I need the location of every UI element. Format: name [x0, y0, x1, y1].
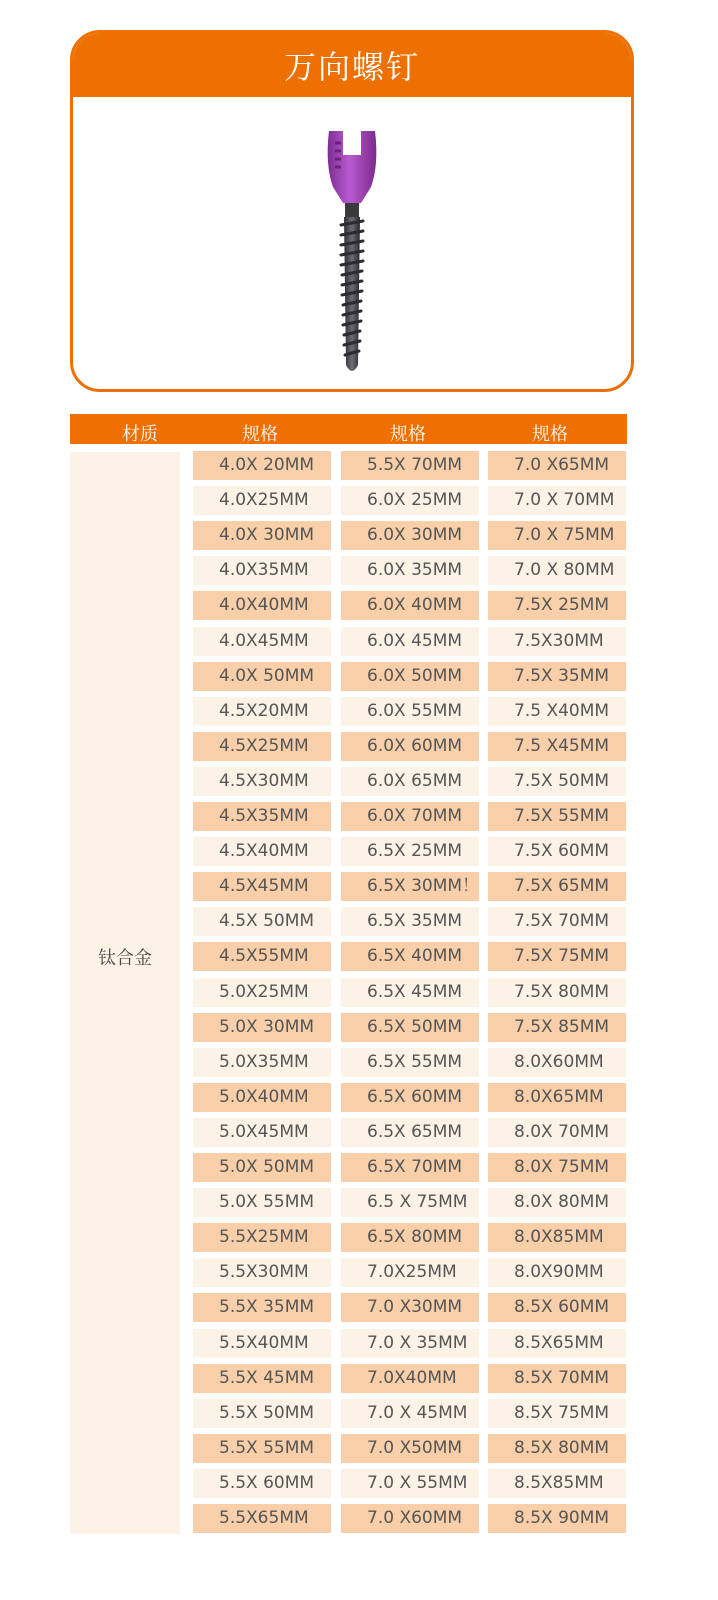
spec-cell: 6.0X 40MM	[341, 591, 479, 620]
spec-cell: 4.5X35MM	[193, 802, 331, 831]
table-header	[70, 414, 627, 444]
spec-cell: 8.5X65MM	[488, 1329, 626, 1358]
spec-cell: 7.0 X65MM	[488, 451, 626, 480]
spec-cell: 6.5X 40MM	[341, 942, 479, 971]
spec-cell: 6.5X 55MM	[341, 1048, 479, 1077]
spec-cell: 5.0X25MM	[193, 978, 331, 1007]
spec-cell: 6.0X 50MM	[341, 662, 479, 691]
spec-cell: 7.5X30MM	[488, 627, 626, 656]
spec-cell: 7.5X 55MM	[488, 802, 626, 831]
spec-cell: 8.0X 70MM	[488, 1118, 626, 1147]
spec-cell: 8.0X 75MM	[488, 1153, 626, 1182]
spec-cell: 6.0X 45MM	[341, 627, 479, 656]
spec-cell: 4.5X25MM	[193, 732, 331, 761]
material-column	[70, 452, 180, 1534]
spec-cell: 4.0X40MM	[193, 591, 331, 620]
spec-cell: 5.5X30MM	[193, 1258, 331, 1287]
spec-cell: 4.5X45MM	[193, 872, 331, 901]
spec-cell: 4.0X 50MM	[193, 662, 331, 691]
spec-cell: 5.5X65MM	[193, 1504, 331, 1533]
spec-cell: 6.5X 50MM	[341, 1013, 479, 1042]
spec-cell: 6.5X 35MM	[341, 907, 479, 936]
spec-cell: 6.5X 80MM	[341, 1223, 479, 1252]
spec-cell: 5.0X40MM	[193, 1083, 331, 1112]
spec-cell: 6.0X 30MM	[341, 521, 479, 550]
spec-cell: 4.5X30MM	[193, 767, 331, 796]
spec-cell: 7.0 X 75MM	[488, 521, 626, 550]
spec-cell: 7.0 X 45MM	[341, 1399, 479, 1428]
spec-cell: 6.5X 60MM	[341, 1083, 479, 1112]
spec-cell: 5.0X45MM	[193, 1118, 331, 1147]
spec-cell: 7.0 X 80MM	[488, 556, 626, 585]
spec-cell: 8.0X90MM	[488, 1258, 626, 1287]
spec-cell: 6.5X 30MM！	[341, 872, 479, 901]
spec-cell: 8.5X 70MM	[488, 1364, 626, 1393]
product-title: 万向螺钉	[73, 33, 631, 97]
spec-cell: 5.0X 50MM	[193, 1153, 331, 1182]
spec-cell: 6.0X 25MM	[341, 486, 479, 515]
spec-cell: 6.0X 65MM	[341, 767, 479, 796]
spec-cell: 7.0X40MM	[341, 1364, 479, 1393]
spec-cell: 7.5 X40MM	[488, 697, 626, 726]
spec-cell: 4.5X55MM	[193, 942, 331, 971]
spec-cell: 7.0 X50MM	[341, 1434, 479, 1463]
spec-cell: 6.5X 65MM	[341, 1118, 479, 1147]
spec-cell: 7.5X 70MM	[488, 907, 626, 936]
spec-cell: 8.0X65MM	[488, 1083, 626, 1112]
spec-cell: 7.5X 50MM	[488, 767, 626, 796]
spec-cell: 8.0X85MM	[488, 1223, 626, 1252]
spec-cell: 7.5X 65MM	[488, 872, 626, 901]
spec-cell: 5.5X 60MM	[193, 1469, 331, 1498]
spec-cell: 4.5X40MM	[193, 837, 331, 866]
product-card	[70, 30, 634, 392]
spec-cell: 8.0X 80MM	[488, 1188, 626, 1217]
spec-cell: 6.0X 60MM	[341, 732, 479, 761]
spec-cell: 6.5X 70MM	[341, 1153, 479, 1182]
spec-cell: 7.5X 60MM	[488, 837, 626, 866]
spec-cell: 5.5X 50MM	[193, 1399, 331, 1428]
pedicle-screw-icon	[313, 125, 393, 385]
spec-cell: 7.5X 85MM	[488, 1013, 626, 1042]
spec-cell: 4.0X 30MM	[193, 521, 331, 550]
spec-cell: 7.5X 80MM	[488, 978, 626, 1007]
spec-cell: 8.0X60MM	[488, 1048, 626, 1077]
header-spec-3: 规格	[532, 424, 568, 445]
spec-cell: 4.0X45MM	[193, 627, 331, 656]
spec-cell: 6.0X 70MM	[341, 802, 479, 831]
spec-cell: 7.0 X60MM	[341, 1504, 479, 1533]
spec-cell: 5.5X 70MM	[341, 451, 479, 480]
spec-cell: 4.5X20MM	[193, 697, 331, 726]
spec-cell: 4.0X35MM	[193, 556, 331, 585]
spec-cell: 7.0 X30MM	[341, 1293, 479, 1322]
spec-cell: 4.5X 50MM	[193, 907, 331, 936]
spec-cell: 7.0 X 70MM	[488, 486, 626, 515]
spec-cell: 7.0X25MM	[341, 1258, 479, 1287]
header-spec-1: 规格	[242, 424, 278, 445]
spec-cell: 8.5X85MM	[488, 1469, 626, 1498]
spec-cell: 6.0X 35MM	[341, 556, 479, 585]
header-spec-2: 规格	[390, 424, 426, 445]
spec-cell: 5.5X 55MM	[193, 1434, 331, 1463]
spec-cell: 5.0X 30MM	[193, 1013, 331, 1042]
spec-cell: 8.5X 60MM	[488, 1293, 626, 1322]
spec-cell: 8.5X 90MM	[488, 1504, 626, 1533]
spec-cell: 6.0X 55MM	[341, 697, 479, 726]
spec-cell: 5.5X25MM	[193, 1223, 331, 1252]
spec-cell: 5.5X 45MM	[193, 1364, 331, 1393]
material-label: 钛合金	[98, 948, 152, 969]
spec-cell: 6.5 X 75MM	[341, 1188, 479, 1217]
header-material: 材质	[122, 424, 158, 445]
spec-cell: 5.5X 35MM	[193, 1293, 331, 1322]
spec-cell: 7.5X 75MM	[488, 942, 626, 971]
spec-cell: 4.0X 20MM	[193, 451, 331, 480]
spec-cell: 6.5X 25MM	[341, 837, 479, 866]
spec-cell: 8.5X 80MM	[488, 1434, 626, 1463]
spec-cell: 7.0 X 35MM	[341, 1329, 479, 1358]
spec-cell: 7.5X 25MM	[488, 591, 626, 620]
spec-cell: 6.5X 45MM	[341, 978, 479, 1007]
spec-cell: 5.0X 55MM	[193, 1188, 331, 1217]
spec-cell: 7.5 X45MM	[488, 732, 626, 761]
spec-cell: 5.5X40MM	[193, 1329, 331, 1358]
spec-cell: 7.5X 35MM	[488, 662, 626, 691]
spec-cell: 4.0X25MM	[193, 486, 331, 515]
spec-cell: 5.0X35MM	[193, 1048, 331, 1077]
spec-cell: 8.5X 75MM	[488, 1399, 626, 1428]
spec-cell: 7.0 X 55MM	[341, 1469, 479, 1498]
